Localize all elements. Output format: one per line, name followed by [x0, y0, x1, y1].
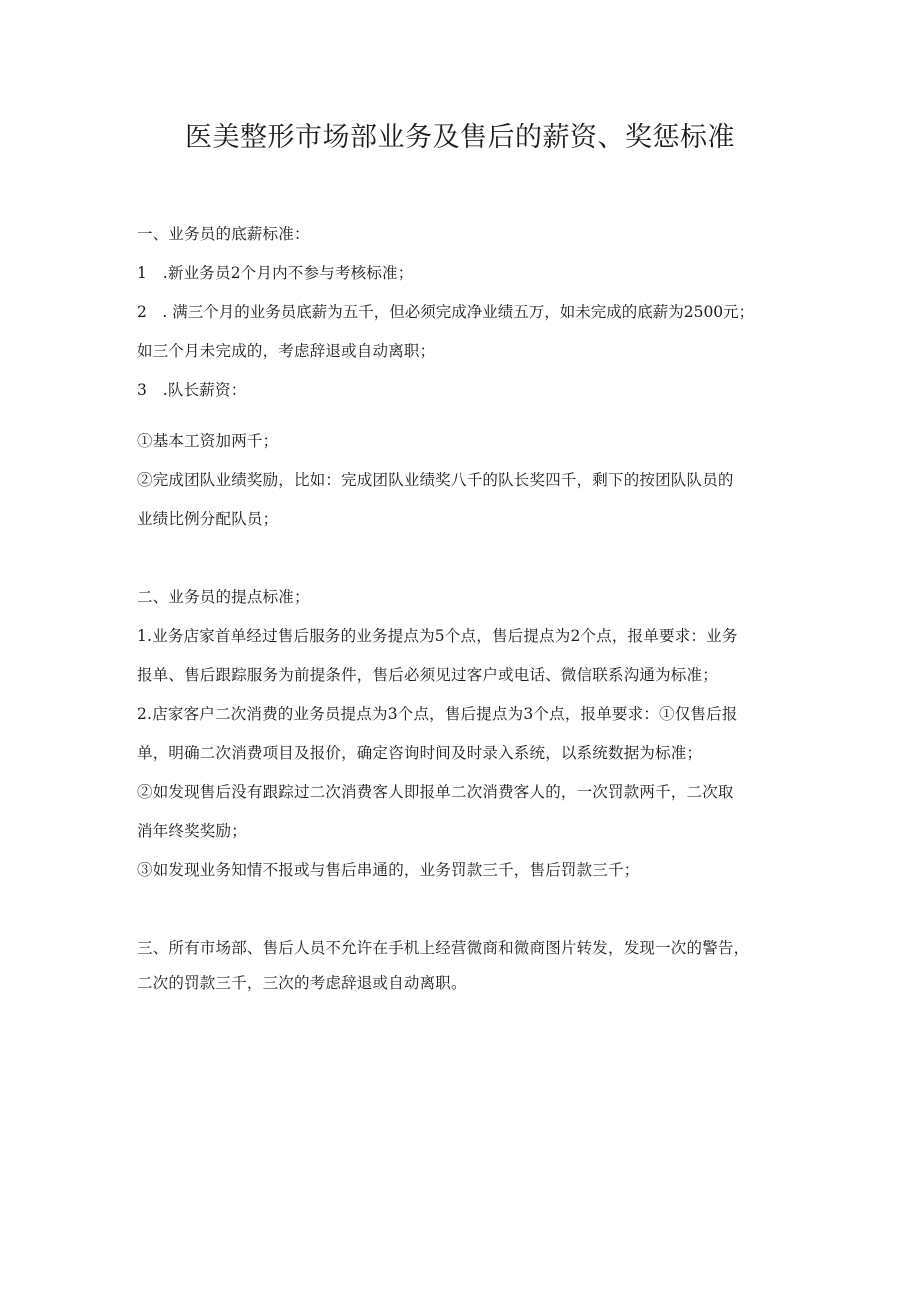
section1-item2-line1: 2 . 满三个月的业务员底薪为五千，但必须完成净业绩五万，如未完成的底薪为2500元； [137, 303, 755, 321]
section1-sub2-line2: 业绩比例分配队员； [137, 510, 279, 528]
section2-item1-line2: 报单、售后跟踪服务为前提条件，售后必须见过客户或电话、微信联系沟通为标准； [137, 666, 718, 684]
document-title: 医美整形市场部业务及售后的薪资、奖惩标准 [185, 122, 735, 153]
section2-heading: 二、业务员的提点标准； [137, 588, 310, 606]
section3-line1: 三、所有市场部、售后人员不允许在手机上经营微商和微商图片转发，发现一次的警告， [137, 939, 750, 957]
section2-sub2-line1: ②如发现售后没有跟踪过二次消费客人即报单二次消费客人的，一次罚款两千，二次取 [137, 783, 734, 801]
section3-line2: 二次的罚款三千，三次的考虑辞退或自动离职。 [137, 974, 467, 992]
section2-sub2-line2: 消年终奖奖励； [137, 822, 247, 840]
section1-heading: 一、业务员的底薪标准： [137, 225, 310, 243]
section2-sub3: ③如发现业务知情不报或与售后串通的，业务罚款三千，售后罚款三千； [137, 861, 640, 879]
section1-item2-line2: 如三个月未完成的，考虑辞退或自动离职； [137, 342, 436, 360]
section1-item1: 1 .新业务员2个月内不参与考核标准； [137, 264, 414, 282]
section1-sub1: ①基本工资加两千； [137, 432, 279, 450]
section2-item2-line2: 单，明确二次消费项目及报价，确定咨询时间及时录入系统，以系统数据为标准； [137, 744, 703, 762]
section2-item2-line1: 2.店家客户二次消费的业务员提点为3个点，售后提点为3个点，报单要求：①仅售后报 [137, 705, 738, 723]
section1-item3: 3 .队长薪资： [137, 381, 247, 399]
section2-item1-line1: 1.业务店家首单经过售后服务的业务提点为5个点，售后提点为2个点，报单要求：业务 [137, 627, 738, 645]
section1-sub2-line1: ②完成团队业绩奖励，比如：完成团队业绩奖八千的队长奖四千，剩下的按团队队员的 [137, 471, 734, 489]
